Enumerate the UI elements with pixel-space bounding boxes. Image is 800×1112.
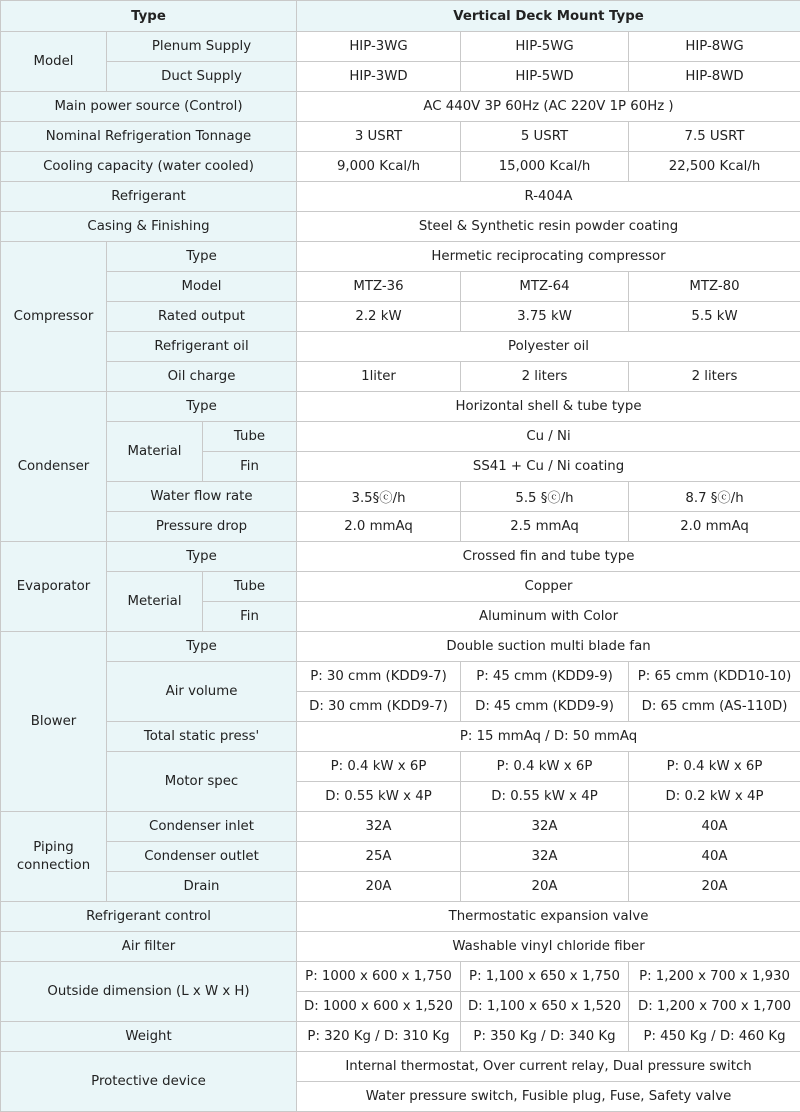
table-row <box>1 842 800 872</box>
motor-spec-p: P: 0.4 kW x 6P <box>297 752 461 782</box>
duct-model-5wd: HIP-5WD <box>461 62 629 92</box>
table-row <box>1 812 800 842</box>
compressor-model-value: MTZ-80 <box>629 272 800 302</box>
condenser-material-label: Material <box>107 422 203 482</box>
table-row <box>1 572 800 602</box>
power-value: AC 440V 3P 60Hz (AC 220V 1P 60Hz ) <box>297 92 800 122</box>
dimension-d: D: 1,100 x 650 x 1,520 <box>461 992 629 1022</box>
table-row <box>1 542 800 572</box>
motor-spec-d: D: 0.55 kW x 4P <box>297 782 461 812</box>
condenser-fin-value: SS41 + Cu / Ni coating <box>297 452 800 482</box>
drain-value: 20A <box>461 872 629 902</box>
dimension-d: D: 1,200 x 700 x 1,700 <box>629 992 800 1022</box>
condenser-outlet-label: Condenser outlet <box>107 842 297 872</box>
condenser-type-value: Horizontal shell & tube type <box>297 392 800 422</box>
table-row <box>1 392 800 422</box>
rated-output-label: Rated output <box>107 302 297 332</box>
evaporator-tube-value: Copper <box>297 572 800 602</box>
table-row <box>1 182 800 212</box>
air-filter-label: Air filter <box>1 932 297 962</box>
pressure-drop-value: 2.0 mmAq <box>297 512 461 542</box>
plenum-model-8wg: HIP-8WG <box>629 32 800 62</box>
condenser-label: Condenser <box>1 392 107 542</box>
drain-value: 20A <box>297 872 461 902</box>
table-row <box>1 632 800 662</box>
power-label: Main power source (Control) <box>1 92 297 122</box>
plenum-model-5wg: HIP-5WG <box>461 32 629 62</box>
dimension-p: P: 1,200 x 700 x 1,930 <box>629 962 800 992</box>
casing-label: Casing & Finishing <box>1 212 297 242</box>
compressor-model-value: MTZ-36 <box>297 272 461 302</box>
water-flow-value: 3.5§ⓒ/h <box>297 482 461 512</box>
table-row <box>1 422 800 452</box>
table-title: Vertical Deck Mount Type <box>297 1 800 32</box>
table-row <box>1 962 800 992</box>
refrigerant-label: Refrigerant <box>1 182 297 212</box>
blower-type-label: Type <box>107 632 297 662</box>
motor-spec-d: D: 0.2 kW x 4P <box>629 782 800 812</box>
dimension-d: D: 1000 x 600 x 1,520 <box>297 992 461 1022</box>
air-volume-label: Air volume <box>107 662 297 722</box>
compressor-model-label: Model <box>107 272 297 302</box>
condenser-fin-label: Fin <box>203 452 297 482</box>
compressor-label: Compressor <box>1 242 107 392</box>
table-row <box>1 902 800 932</box>
condenser-inlet-value: 40A <box>629 812 800 842</box>
table-row <box>1 752 800 782</box>
evaporator-label: Evaporator <box>1 542 107 632</box>
water-flow-label: Water flow rate <box>107 482 297 512</box>
table-row <box>1 482 800 512</box>
table-row <box>1 122 800 152</box>
air-volume-d: D: 45 cmm (KDD9-9) <box>461 692 629 722</box>
motor-spec-p: P: 0.4 kW x 6P <box>629 752 800 782</box>
air-volume-d: D: 30 cmm (KDD9-7) <box>297 692 461 722</box>
table-row <box>1 32 800 62</box>
oil-charge-value: 2 liters <box>461 362 629 392</box>
duct-supply-label: Duct Supply <box>107 62 297 92</box>
evaporator-tube-label: Tube <box>203 572 297 602</box>
static-press-label: Total static press' <box>107 722 297 752</box>
evaporator-fin-value: Aluminum with Color <box>297 602 800 632</box>
drain-label: Drain <box>107 872 297 902</box>
air-volume-p: P: 30 cmm (KDD9-7) <box>297 662 461 692</box>
condenser-inlet-label: Condenser inlet <box>107 812 297 842</box>
air-volume-d: D: 65 cmm (AS-110D) <box>629 692 800 722</box>
evaporator-fin-label: Fin <box>203 602 297 632</box>
air-volume-p: P: 65 cmm (KDD10-10) <box>629 662 800 692</box>
pressure-drop-label: Pressure drop <box>107 512 297 542</box>
cooling-value: 22,500 Kcal/h <box>629 152 800 182</box>
plenum-model-3wg: HIP-3WG <box>297 32 461 62</box>
tonnage-value: 5 USRT <box>461 122 629 152</box>
refrigerant-control-value: Thermostatic expansion valve <box>297 902 800 932</box>
evaporator-type-label: Type <box>107 542 297 572</box>
blower-type-value: Double suction multi blade fan <box>297 632 800 662</box>
refrigerant-oil-label: Refrigerant oil <box>107 332 297 362</box>
cooling-label: Cooling capacity (water cooled) <box>1 152 297 182</box>
weight-value: P: 320 Kg / D: 310 Kg <box>297 1022 461 1052</box>
table-row <box>1 872 800 902</box>
compressor-type-value: Hermetic reciprocating compressor <box>297 242 800 272</box>
protective-line-1: Internal thermostat, Over current relay, Dual pressure switch <box>297 1052 800 1082</box>
table-row <box>1 362 800 392</box>
table-row <box>1 92 800 122</box>
compressor-type-label: Type <box>107 242 297 272</box>
rated-output-value: 5.5 kW <box>629 302 800 332</box>
duct-model-3wd: HIP-3WD <box>297 62 461 92</box>
weight-value: P: 450 Kg / D: 460 Kg <box>629 1022 800 1052</box>
refrigerant-control-label: Refrigerant control <box>1 902 297 932</box>
table-row <box>1 512 800 542</box>
table-row <box>1 1052 800 1082</box>
duct-model-8wd: HIP-8WD <box>629 62 800 92</box>
table-row <box>1 62 800 92</box>
dimension-p: P: 1,100 x 650 x 1,750 <box>461 962 629 992</box>
refrigerant-value: R-404A <box>297 182 800 212</box>
pressure-drop-value: 2.5 mmAq <box>461 512 629 542</box>
condenser-outlet-value: 40A <box>629 842 800 872</box>
table-row <box>1 302 800 332</box>
condenser-type-label: Type <box>107 392 297 422</box>
condenser-tube-label: Tube <box>203 422 297 452</box>
rated-output-value: 3.75 kW <box>461 302 629 332</box>
condenser-inlet-value: 32A <box>461 812 629 842</box>
motor-spec-label: Motor spec <box>107 752 297 812</box>
tonnage-label: Nominal Refrigeration Tonnage <box>1 122 297 152</box>
table-row <box>1 932 800 962</box>
protective-line-2: Water pressure switch, Fusible plug, Fuse, Safety valve <box>297 1082 800 1112</box>
table-row <box>1 662 800 692</box>
condenser-outlet-value: 25A <box>297 842 461 872</box>
dimension-label: Outside dimension (L x W x H) <box>1 962 297 1022</box>
pressure-drop-value: 2.0 mmAq <box>629 512 800 542</box>
evaporator-material-label: Meterial <box>107 572 203 632</box>
refrigerant-oil-value: Polyester oil <box>297 332 800 362</box>
air-filter-value: Washable vinyl chloride fiber <box>297 932 800 962</box>
oil-charge-value: 2 liters <box>629 362 800 392</box>
static-press-value: P: 15 mmAq / D: 50 mmAq <box>297 722 800 752</box>
weight-value: P: 350 Kg / D: 340 Kg <box>461 1022 629 1052</box>
table-row <box>1 152 800 182</box>
cooling-value: 9,000 Kcal/h <box>297 152 461 182</box>
oil-charge-value: 1liter <box>297 362 461 392</box>
weight-label: Weight <box>1 1022 297 1052</box>
air-volume-p: P: 45 cmm (KDD9-9) <box>461 662 629 692</box>
header-row <box>1 1 800 32</box>
evaporator-type-value: Crossed fin and tube type <box>297 542 800 572</box>
oil-charge-label: Oil charge <box>107 362 297 392</box>
condenser-inlet-value: 32A <box>297 812 461 842</box>
water-flow-value: 5.5 §ⓒ/h <box>461 482 629 512</box>
motor-spec-d: D: 0.55 kW x 4P <box>461 782 629 812</box>
rated-output-value: 2.2 kW <box>297 302 461 332</box>
type-header: Type <box>1 1 297 32</box>
table-row <box>1 212 800 242</box>
condenser-tube-value: Cu / Ni <box>297 422 800 452</box>
motor-spec-p: P: 0.4 kW x 6P <box>461 752 629 782</box>
table-row <box>1 1022 800 1052</box>
tonnage-value: 3 USRT <box>297 122 461 152</box>
blower-label: Blower <box>1 632 107 812</box>
drain-value: 20A <box>629 872 800 902</box>
table-row <box>1 332 800 362</box>
water-flow-value: 8.7 §ⓒ/h <box>629 482 800 512</box>
plenum-supply-label: Plenum Supply <box>107 32 297 62</box>
table-row <box>1 242 800 272</box>
compressor-model-value: MTZ-64 <box>461 272 629 302</box>
tonnage-value: 7.5 USRT <box>629 122 800 152</box>
cooling-value: 15,000 Kcal/h <box>461 152 629 182</box>
model-label: Model <box>1 32 107 92</box>
piping-label: Piping connection <box>1 812 107 902</box>
protective-label: Protective device <box>1 1052 297 1112</box>
table-row <box>1 722 800 752</box>
dimension-p: P: 1000 x 600 x 1,750 <box>297 962 461 992</box>
casing-value: Steel & Synthetic resin powder coating <box>297 212 800 242</box>
condenser-outlet-value: 32A <box>461 842 629 872</box>
table-row <box>1 272 800 302</box>
